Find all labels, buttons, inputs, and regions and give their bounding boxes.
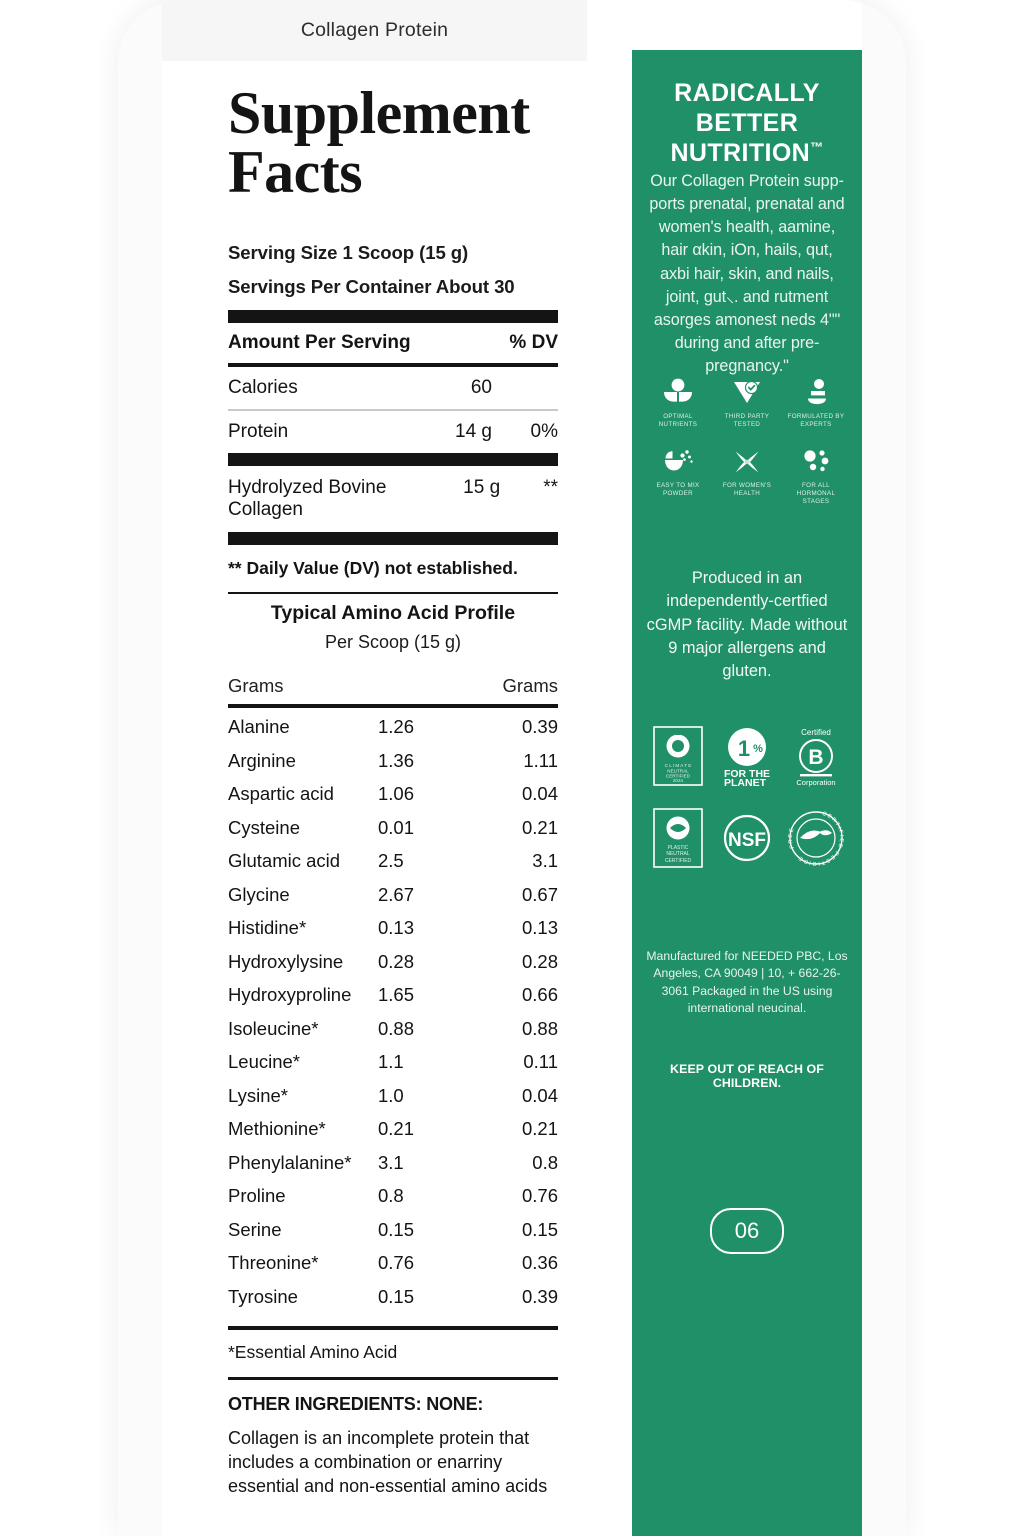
- amino-acid-row: [228, 1252, 558, 1286]
- nf-protein-amount: 14 g: [455, 420, 492, 442]
- svg-text:2024: 2024: [672, 778, 684, 783]
- amino-name: Lysine*: [228, 1084, 288, 1106]
- amino-value-1: 2.67: [378, 883, 415, 905]
- svg-text:FREE: FREE: [809, 840, 823, 846]
- amino-acid-row: [228, 884, 558, 918]
- amino-value-1: 0.01: [378, 816, 415, 838]
- amino-value-1: 1.26: [378, 716, 415, 737]
- amino-profile-title: Typical Amino Acid Profile: [270, 602, 516, 624]
- feature-caption: FORMULATED BY EXPERTS: [787, 413, 845, 428]
- amino-value-1: 0.15: [378, 1285, 415, 1307]
- svg-text:CERTIFIED PESTICIDE • FREE •: CERTIFIED PESTICIDE • FREE •: [787, 810, 845, 867]
- mixing-bowl-icon: [646, 447, 710, 477]
- feature-mixing-bowl: [646, 447, 710, 506]
- amino-acid-row: [228, 984, 558, 1018]
- amino-value-2: 0.88: [521, 1017, 558, 1039]
- amino-name: Phenylalanine*: [228, 1151, 352, 1173]
- amino-acid-row: [228, 1018, 558, 1052]
- amino-value-2: 1.11: [523, 749, 558, 771]
- amino-value-1: 1.1: [378, 1051, 404, 1072]
- amino-value-2: 3.1: [532, 850, 558, 871]
- amino-name: Threonine*: [228, 1252, 319, 1273]
- amino-value-1: 1.65: [378, 984, 415, 1005]
- green-headline: [646, 78, 848, 168]
- feature-leaf-nutrients: [646, 378, 710, 429]
- feature-caption: FOR ALL HORMONAL STAGES: [796, 481, 836, 505]
- amino-name: Methionine*: [228, 1118, 326, 1139]
- amino-acid-row: [228, 1051, 558, 1085]
- amino-value-1: 0.76: [378, 1252, 415, 1273]
- produced-in-text: Produced in an independently-certfied cGMP facility. Made without 9 major allergens and gluten.: [646, 569, 848, 681]
- amino-acid-row: [228, 951, 558, 985]
- molecule-dots-icon: [784, 447, 848, 477]
- headline-line-1: RADICALLY: [674, 79, 820, 107]
- nf-protein-name: Protein: [228, 420, 289, 442]
- amino-value-2: 0.15: [521, 1218, 558, 1240]
- amino-name: Cysteine: [228, 816, 300, 838]
- supplement-facts-panel: [162, 0, 587, 1536]
- amino-value-1: 0.88: [378, 1017, 415, 1039]
- plastic-neutral-badge-icon: [646, 804, 710, 872]
- nf-header-dv-label: % DV: [509, 332, 558, 353]
- amino-name: Proline: [228, 1185, 286, 1206]
- one-percent-planet-icon: [715, 722, 779, 790]
- headline-line-3: NUTRITION: [670, 139, 811, 167]
- amino-acid-row: [228, 716, 558, 750]
- amino-value-1: 0.15: [378, 1218, 415, 1240]
- rule-top-thick: [228, 310, 558, 323]
- nf-header-amount-label: Amount Per Serving: [228, 332, 411, 353]
- leaf-nutrients-icon: [646, 378, 710, 408]
- feature-molecule-dots: [784, 447, 848, 506]
- nf-row-collagen: [228, 466, 558, 532]
- amino-value-1: 3.1: [378, 1151, 404, 1173]
- feature-icon-grid: [646, 378, 848, 524]
- svg-text:B: B: [808, 746, 824, 769]
- amino-header-right: Grams: [502, 675, 558, 696]
- feature-expert-person: [784, 378, 848, 429]
- amino-acid-row: [228, 850, 558, 884]
- daily-value-note: ** Daily Value (DV) not established.: [228, 557, 518, 578]
- amino-name: Tyrosine: [228, 1285, 298, 1307]
- amino-acid-row: [228, 1085, 558, 1119]
- rule-mid-thick: [228, 453, 558, 466]
- nf-collagen-amount: 15 g: [463, 476, 501, 498]
- amino-acid-row: [228, 817, 558, 851]
- amino-name: Histidine*: [228, 917, 307, 938]
- certification-badge-grid: [646, 722, 848, 886]
- amino-value-2: 0.36: [521, 1252, 558, 1273]
- amino-name: Aspartic acid: [228, 783, 334, 804]
- amino-name: Alanine: [228, 716, 290, 737]
- svg-text:FOR THE: FOR THE: [723, 768, 771, 780]
- svg-text:Corporation: Corporation: [796, 778, 836, 787]
- other-ingredients-heading: OTHER INGREDIENTS: NONE:: [228, 1393, 484, 1414]
- amino-name: Isoleucine*: [228, 1017, 319, 1039]
- nf-calories-name: Calories: [228, 377, 298, 398]
- serving-size-text: Serving Size 1 Scoop (15 g): [228, 242, 469, 263]
- amino-value-2: 0.39: [521, 716, 558, 737]
- amino-name: Leucine*: [228, 1051, 301, 1072]
- green-body-copy: Our Collagen Protein supp-ports prenatal, prenatal and women's health, aamine, hair αkin, iOn, hails, qut, axbi hair, skin, and nails, joint, gut⸜. and rutment asorges amonest neds 4"" during and after pre-pregnancy.": [649, 172, 845, 376]
- amino-value-2: 0.66: [521, 984, 558, 1005]
- amino-value-2: 0.28: [521, 950, 558, 972]
- feature-caption: OPTIMAL NUTRIENTS: [658, 413, 698, 428]
- amino-name: Hydroxylysine: [228, 950, 344, 972]
- nsf-icon: [715, 804, 779, 872]
- amino-value-2: 0.13: [521, 917, 558, 938]
- amino-value-2: 0.21: [521, 816, 558, 838]
- amino-acid-row: [228, 750, 558, 784]
- amino-value-1: 0.13: [378, 917, 415, 938]
- svg-text:CERTIFIED: CERTIFIED: [665, 773, 691, 779]
- amino-value-2: 0.04: [521, 783, 558, 804]
- amino-value-2: 0.76: [521, 1185, 558, 1206]
- svg-text:1: 1: [737, 736, 751, 761]
- svg-text:NSF: NSF: [728, 830, 766, 851]
- supplement-facts-title: [228, 80, 558, 205]
- rule-bottom-thick: [228, 532, 558, 545]
- panel-page-number: 06: [710, 1208, 784, 1254]
- svg-text:NEUTRAL: NEUTRAL: [666, 851, 690, 857]
- headline-line-2: BETTER: [695, 109, 799, 137]
- amino-acid-row: [228, 1219, 558, 1253]
- b-corp-icon: [784, 722, 848, 790]
- nf-protein-dv: 0%: [530, 420, 558, 442]
- amino-value-1: 2.5: [378, 850, 404, 871]
- svg-text:PLANET: PLANET: [724, 777, 766, 787]
- shield-check-icon: [715, 378, 779, 408]
- svg-text:PLASTIC: PLASTIC: [667, 845, 689, 851]
- feature-shield-check: [715, 378, 779, 429]
- svg-text:NEUTRAL: NEUTRAL: [667, 768, 689, 774]
- amino-name: Glutamic acid: [228, 850, 341, 871]
- flower-icon: [715, 447, 779, 477]
- feature-caption: FOR WOMEN'S HEALTH: [722, 481, 772, 497]
- feature-caption: THIRD PARTY TESTED: [724, 413, 770, 428]
- amino-rows-container: [228, 708, 558, 1319]
- climate-neutral-badge-icon: [646, 722, 710, 790]
- amino-value-2: 0.04: [521, 1084, 558, 1106]
- svg-text:Certified: Certified: [801, 728, 831, 737]
- keep-out-of-reach-warning: KEEP OUT OF REACH OF CHILDREN.: [670, 1062, 824, 1090]
- manufacturer-text: Manufactured for NEEDED PBC, Los Angeles, CA 90049 | 10, + 662-26-3061 Packaged in the US using international neucinal.: [646, 949, 848, 1015]
- amino-value-1: 0.21: [378, 1118, 415, 1139]
- nf-collagen-dv: **: [543, 476, 558, 498]
- amino-value-2: 0.11: [523, 1051, 558, 1072]
- amino-acid-row: [228, 1185, 558, 1219]
- amino-value-2: 0.67: [521, 883, 558, 905]
- expert-person-icon: [784, 378, 848, 408]
- amino-acid-row: [228, 1152, 558, 1186]
- feature-caption: EASY TO MIX POWDER: [656, 481, 700, 497]
- svg-text:C L I M A T E: C L I M A T E: [664, 763, 692, 768]
- nf-row-calories: [228, 367, 558, 409]
- amino-name: Hydroxyproline: [228, 984, 352, 1005]
- pesticide-free-icon: [784, 804, 848, 872]
- sf-title-line2: Facts: [228, 138, 363, 205]
- nf-collagen-name: Hydrolyzed Bovine Collagen: [228, 476, 387, 520]
- amino-name: Glycine: [228, 883, 290, 905]
- svg-text:CERTIFIED: CERTIFIED: [664, 858, 692, 864]
- amino-value-2: 0.39: [521, 1285, 558, 1307]
- amino-header-left: Grams: [228, 675, 284, 696]
- nf-row-protein: [228, 411, 558, 453]
- amino-acid-profile-table: [228, 588, 558, 1498]
- pouch-label-area: [162, 0, 862, 1536]
- amino-value-2: 0.21: [521, 1118, 558, 1139]
- headline-line-3-wrap: [646, 138, 848, 168]
- trademark-symbol: ™: [810, 139, 824, 155]
- amino-value-1: 0.28: [378, 950, 415, 972]
- amino-value-1: 0.8: [378, 1185, 404, 1206]
- amino-value-1: 1.0: [378, 1084, 404, 1106]
- nf-header-row: [228, 323, 558, 363]
- amino-column-headers: [228, 653, 558, 704]
- sf-title-line1: Supplement: [228, 80, 530, 146]
- other-ingredients-body: Collagen is an incomplete protein that includes a combination or enarriny essential and non-essential amino acids: [228, 1427, 548, 1496]
- supplement-pouch: [118, 0, 906, 1536]
- amino-acid-row: [228, 783, 558, 817]
- nf-calories-amount: 60: [470, 377, 492, 398]
- amino-name: Arginine: [228, 749, 296, 771]
- nutrition-facts-table: [228, 310, 558, 594]
- servings-per-container-text: Servings Per Container About 30: [228, 276, 515, 297]
- essential-amino-footnote: *Essential Amino Acid: [228, 1342, 398, 1362]
- amino-acid-row: [228, 1118, 558, 1152]
- svg-text:%: %: [753, 743, 763, 755]
- amino-acid-row: [228, 917, 558, 951]
- amino-profile-subtitle: Per Scoop (15 g): [324, 632, 462, 652]
- amino-value-2: 0.8: [532, 1151, 558, 1173]
- brand-product-name: Collagen Protein: [300, 19, 449, 41]
- amino-value-1: 1.36: [378, 749, 415, 771]
- amino-value-1: 1.06: [378, 783, 415, 804]
- amino-acid-row: [228, 1286, 558, 1320]
- amino-name: Serine: [228, 1218, 282, 1240]
- feature-flower: [715, 447, 779, 506]
- green-marketing-panel: [632, 50, 862, 1536]
